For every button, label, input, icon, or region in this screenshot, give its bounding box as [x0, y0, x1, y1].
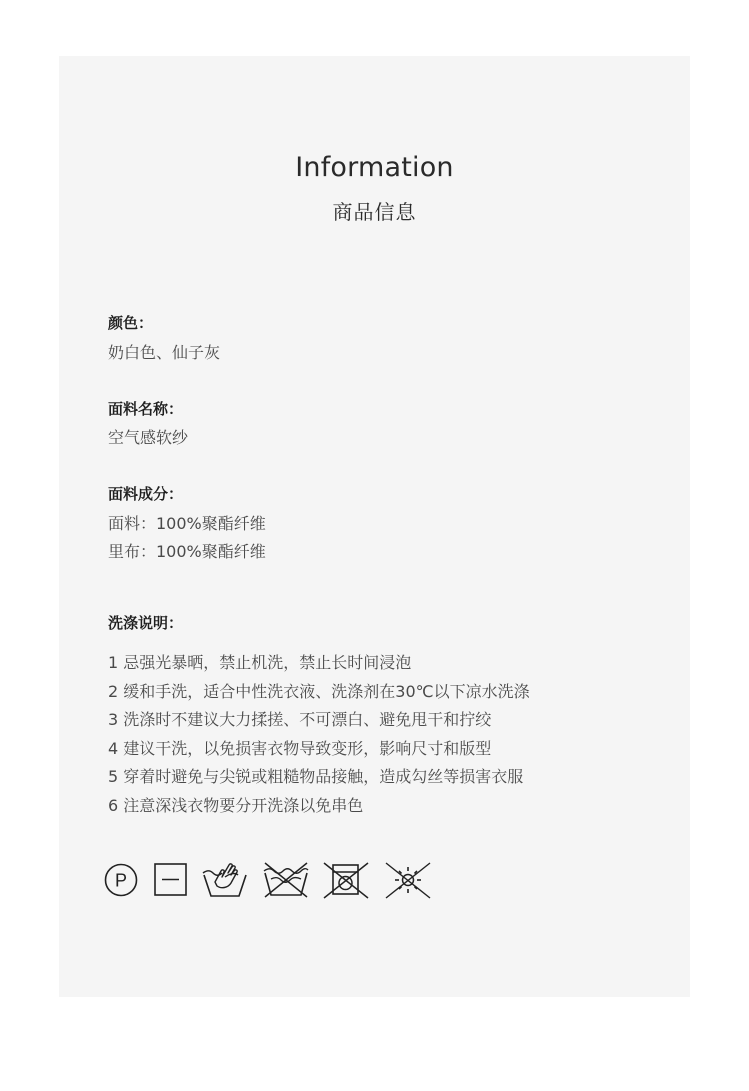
washing-line: 5 穿着时避免与尖锐或粗糙物品接触，造成勾丝等损害衣服 [108, 767, 524, 786]
color-value: 奶白色、仙子灰 [108, 343, 221, 362]
page-title-cn: 商品信息 [332, 200, 417, 224]
washing-line: 2 缓和手洗，适合中性洗衣液、洗涤剂在30℃以下凉水洗涤 [108, 682, 530, 701]
washing-line: 6 注意深浅衣物要分开洗涤以免串色 [108, 796, 364, 815]
hand-wash-icon [201, 859, 249, 899]
tumble-dry-flat-icon [153, 859, 189, 899]
do-not-sun-dry-icon [383, 859, 433, 899]
washing-line: 3 洗涤时不建议大力揉搓、不可漂白、避免甩干和拧绞 [108, 710, 492, 729]
washing-line: 1 忌强光暴晒，禁止机洗，禁止长时间浸泡 [108, 653, 412, 672]
washing-label: 洗涤说明： [108, 614, 184, 632]
care-icons [103, 859, 443, 903]
composition-line: 面料：100%聚酯纤维 [108, 514, 266, 533]
fabric-name-label: 面料名称： [108, 400, 184, 418]
composition-line: 里布：100%聚酯纤维 [108, 542, 266, 561]
do-not-wash-icon [262, 859, 310, 899]
product-info-card [59, 56, 690, 997]
do-not-tumble-dry-icon [322, 859, 370, 899]
page-title-en: Information [295, 152, 454, 183]
washing-line: 4 建议干洗，以免损害衣物导致变形，影响尺寸和版型 [108, 739, 492, 758]
composition-label: 面料成分： [108, 485, 184, 503]
color-label: 颜色： [108, 314, 154, 332]
dry-clean-p-icon [103, 859, 139, 899]
fabric-name-value: 空气感软纱 [108, 428, 189, 447]
dry-clean-letter: P [114, 870, 128, 891]
